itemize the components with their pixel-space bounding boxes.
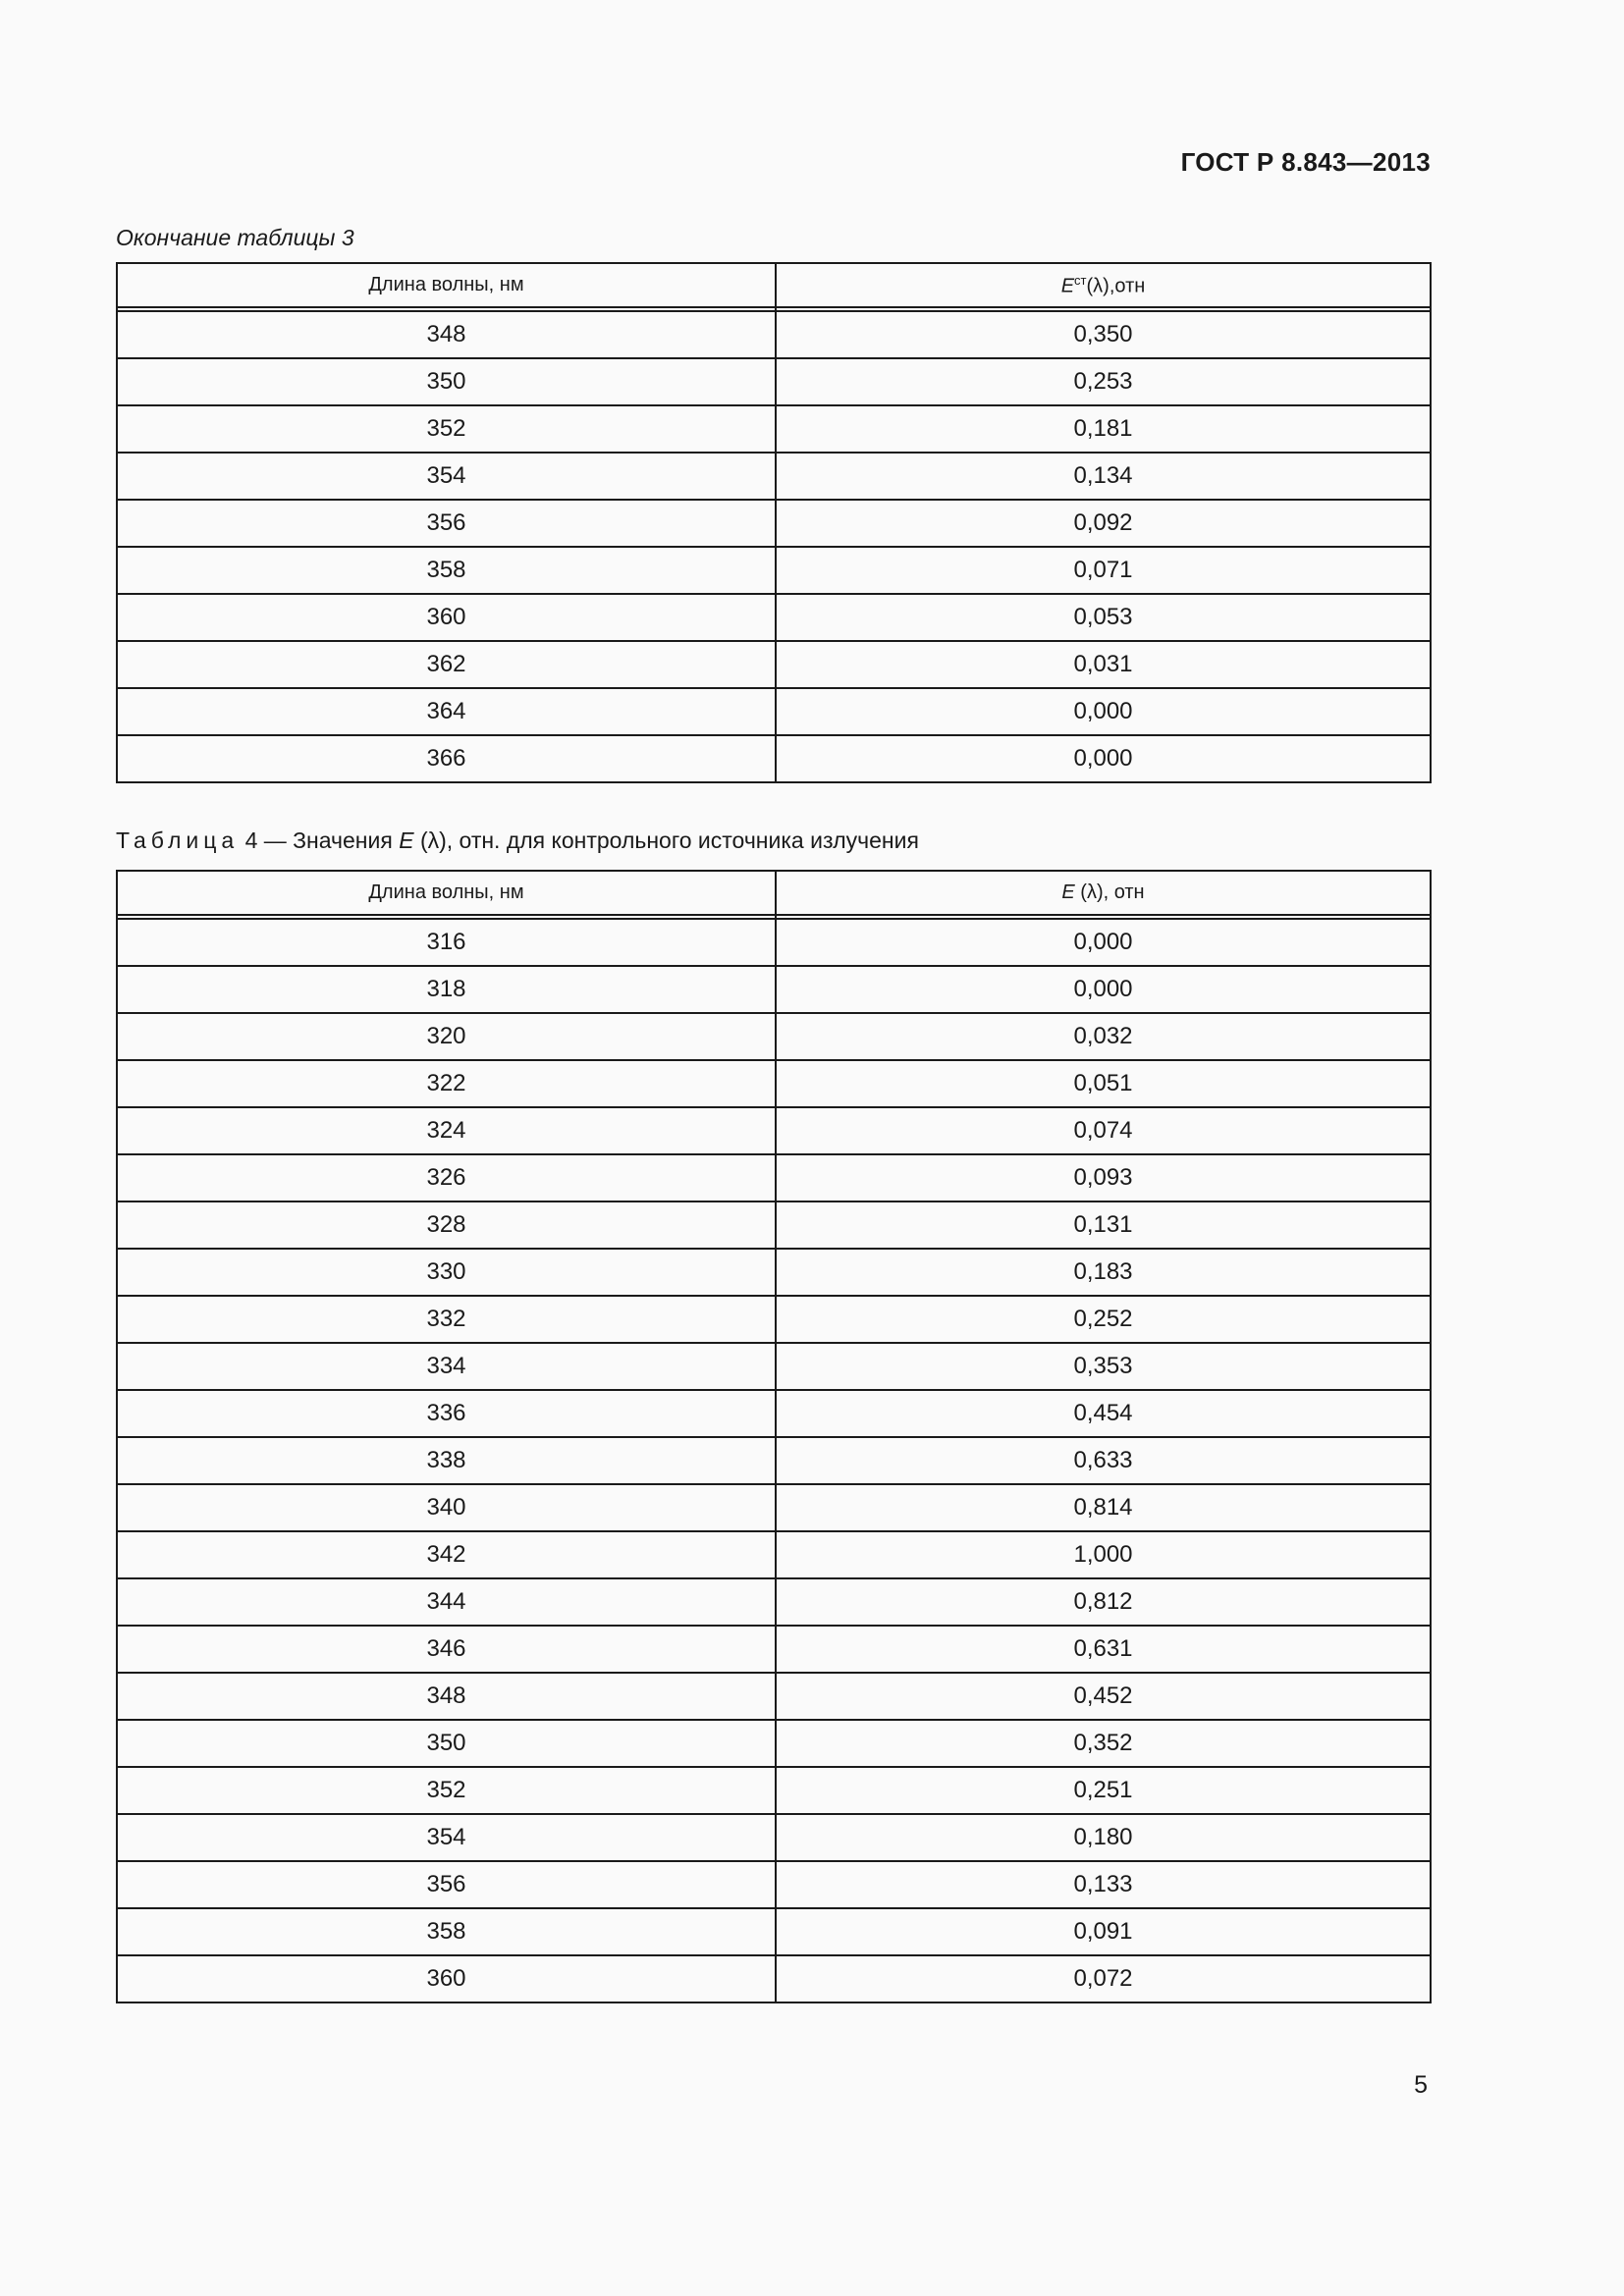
wavelength-cell: 328 [117, 1201, 776, 1249]
value-cell: 0,091 [776, 1908, 1431, 1955]
table-row [117, 405, 1431, 453]
value-cell: 0,131 [776, 1201, 1431, 1249]
table-row [117, 1060, 1431, 1107]
value-cell: 0,631 [776, 1626, 1431, 1673]
table-row [117, 1484, 1431, 1531]
value-cell: 0,350 [776, 311, 1431, 358]
value-cell: 0,454 [776, 1390, 1431, 1437]
wavelength-cell: 334 [117, 1343, 776, 1390]
wavelength-cell: 332 [117, 1296, 776, 1343]
table-row [117, 641, 1431, 688]
wavelength-cell: 356 [117, 500, 776, 547]
wavelength-cell: 348 [117, 1673, 776, 1720]
value-cell: 0,051 [776, 1060, 1431, 1107]
table4-caption [116, 828, 919, 854]
table-row [117, 1013, 1431, 1060]
table4-caption-symbol: E [399, 828, 414, 853]
table-row [117, 735, 1431, 782]
table4-col2-symbol: E [1061, 881, 1075, 903]
wavelength-cell: 324 [117, 1107, 776, 1154]
wavelength-cell: 318 [117, 966, 776, 1013]
wavelength-cell: 350 [117, 358, 776, 405]
value-cell: 0,181 [776, 405, 1431, 453]
table4-col2-header [776, 871, 1431, 915]
table4-col2-rest: (λ), отн [1080, 881, 1145, 903]
wavelength-cell: 354 [117, 453, 776, 500]
table-row [117, 1343, 1431, 1390]
table4-caption-text-2: (λ), отн. для контрольного источника излучения [419, 828, 919, 853]
wavelength-cell: 356 [117, 1861, 776, 1908]
value-cell: 0,352 [776, 1720, 1431, 1767]
table-row [117, 1955, 1431, 2002]
table-row [117, 358, 1431, 405]
wavelength-cell: 354 [117, 1814, 776, 1861]
value-cell: 0,353 [776, 1343, 1431, 1390]
wavelength-cell: 350 [117, 1720, 776, 1767]
value-cell: 0,183 [776, 1249, 1431, 1296]
wavelength-cell: 366 [117, 735, 776, 782]
wavelength-cell: 340 [117, 1484, 776, 1531]
value-cell: 0,133 [776, 1861, 1431, 1908]
wavelength-cell: 316 [117, 919, 776, 966]
table-row [117, 547, 1431, 594]
table-row [117, 1531, 1431, 1578]
wavelength-cell: 360 [117, 1955, 776, 2002]
value-cell: 0,252 [776, 1296, 1431, 1343]
value-cell: 0,053 [776, 594, 1431, 641]
table4-caption-label: Таблица [116, 828, 240, 853]
table4-header-row [117, 871, 1431, 915]
table3-col2-symbol: E [1060, 275, 1075, 297]
table-row [117, 1390, 1431, 1437]
table-row [117, 1154, 1431, 1201]
table3-col2-header [776, 263, 1431, 307]
value-cell: 0,814 [776, 1484, 1431, 1531]
table3-body [117, 263, 1431, 782]
wavelength-cell: 358 [117, 1908, 776, 1955]
table-row [117, 311, 1431, 358]
value-cell: 0,000 [776, 966, 1431, 1013]
table-row [117, 500, 1431, 547]
wavelength-cell: 360 [117, 594, 776, 641]
table4-caption-text-1: 4 — Значения [244, 828, 393, 853]
value-cell: 0,812 [776, 1578, 1431, 1626]
value-cell: 0,074 [776, 1107, 1431, 1154]
wavelength-cell: 336 [117, 1390, 776, 1437]
value-cell: 0,180 [776, 1814, 1431, 1861]
wavelength-cell: 352 [117, 405, 776, 453]
value-cell: 0,000 [776, 688, 1431, 735]
table4 [116, 870, 1432, 2003]
value-cell: 0,092 [776, 500, 1431, 547]
table3 [116, 262, 1432, 783]
value-cell: 0,071 [776, 547, 1431, 594]
value-cell: 0,251 [776, 1767, 1431, 1814]
value-cell: 0,031 [776, 641, 1431, 688]
table3-header-row [117, 263, 1431, 307]
wavelength-cell: 362 [117, 641, 776, 688]
table-row [117, 1201, 1431, 1249]
wavelength-cell: 322 [117, 1060, 776, 1107]
table-row [117, 1767, 1431, 1814]
table-row [117, 1296, 1431, 1343]
table3-col2-superscript: ст [1074, 272, 1087, 288]
table-row [117, 1107, 1431, 1154]
wavelength-cell: 352 [117, 1767, 776, 1814]
wavelength-cell: 348 [117, 311, 776, 358]
wavelength-cell: 346 [117, 1626, 776, 1673]
wavelength-cell: 338 [117, 1437, 776, 1484]
table3-col1-header: Длина волны, нм [117, 263, 776, 307]
table-row [117, 1437, 1431, 1484]
document-number: ГОСТ Р 8.843—2013 [1180, 147, 1431, 177]
page-number: 5 [1414, 2071, 1428, 2099]
table-row [117, 688, 1431, 735]
wavelength-cell: 344 [117, 1578, 776, 1626]
value-cell: 0,633 [776, 1437, 1431, 1484]
table4-col1-header: Длина волны, нм [117, 871, 776, 915]
wavelength-cell: 320 [117, 1013, 776, 1060]
wavelength-cell: 364 [117, 688, 776, 735]
table3-col2-rest: (λ),отн [1086, 275, 1146, 297]
table-row [117, 1720, 1431, 1767]
value-cell: 0,000 [776, 735, 1431, 782]
table-row [117, 966, 1431, 1013]
table-row [117, 1578, 1431, 1626]
value-cell: 0,093 [776, 1154, 1431, 1201]
table-row [117, 1861, 1431, 1908]
table-row [117, 453, 1431, 500]
table3-caption: Окончание таблицы 3 [116, 225, 354, 250]
table-row [117, 1626, 1431, 1673]
table-row [117, 1908, 1431, 1955]
value-cell: 1,000 [776, 1531, 1431, 1578]
table4-body [117, 871, 1431, 2002]
table-row [117, 919, 1431, 966]
value-cell: 0,452 [776, 1673, 1431, 1720]
table-row [117, 1673, 1431, 1720]
value-cell: 0,000 [776, 919, 1431, 966]
table-row [117, 1249, 1431, 1296]
value-cell: 0,032 [776, 1013, 1431, 1060]
wavelength-cell: 326 [117, 1154, 776, 1201]
value-cell: 0,134 [776, 453, 1431, 500]
value-cell: 0,072 [776, 1955, 1431, 2002]
wavelength-cell: 342 [117, 1531, 776, 1578]
table-row [117, 594, 1431, 641]
wavelength-cell: 330 [117, 1249, 776, 1296]
wavelength-cell: 358 [117, 547, 776, 594]
value-cell: 0,253 [776, 358, 1431, 405]
table-row [117, 1814, 1431, 1861]
